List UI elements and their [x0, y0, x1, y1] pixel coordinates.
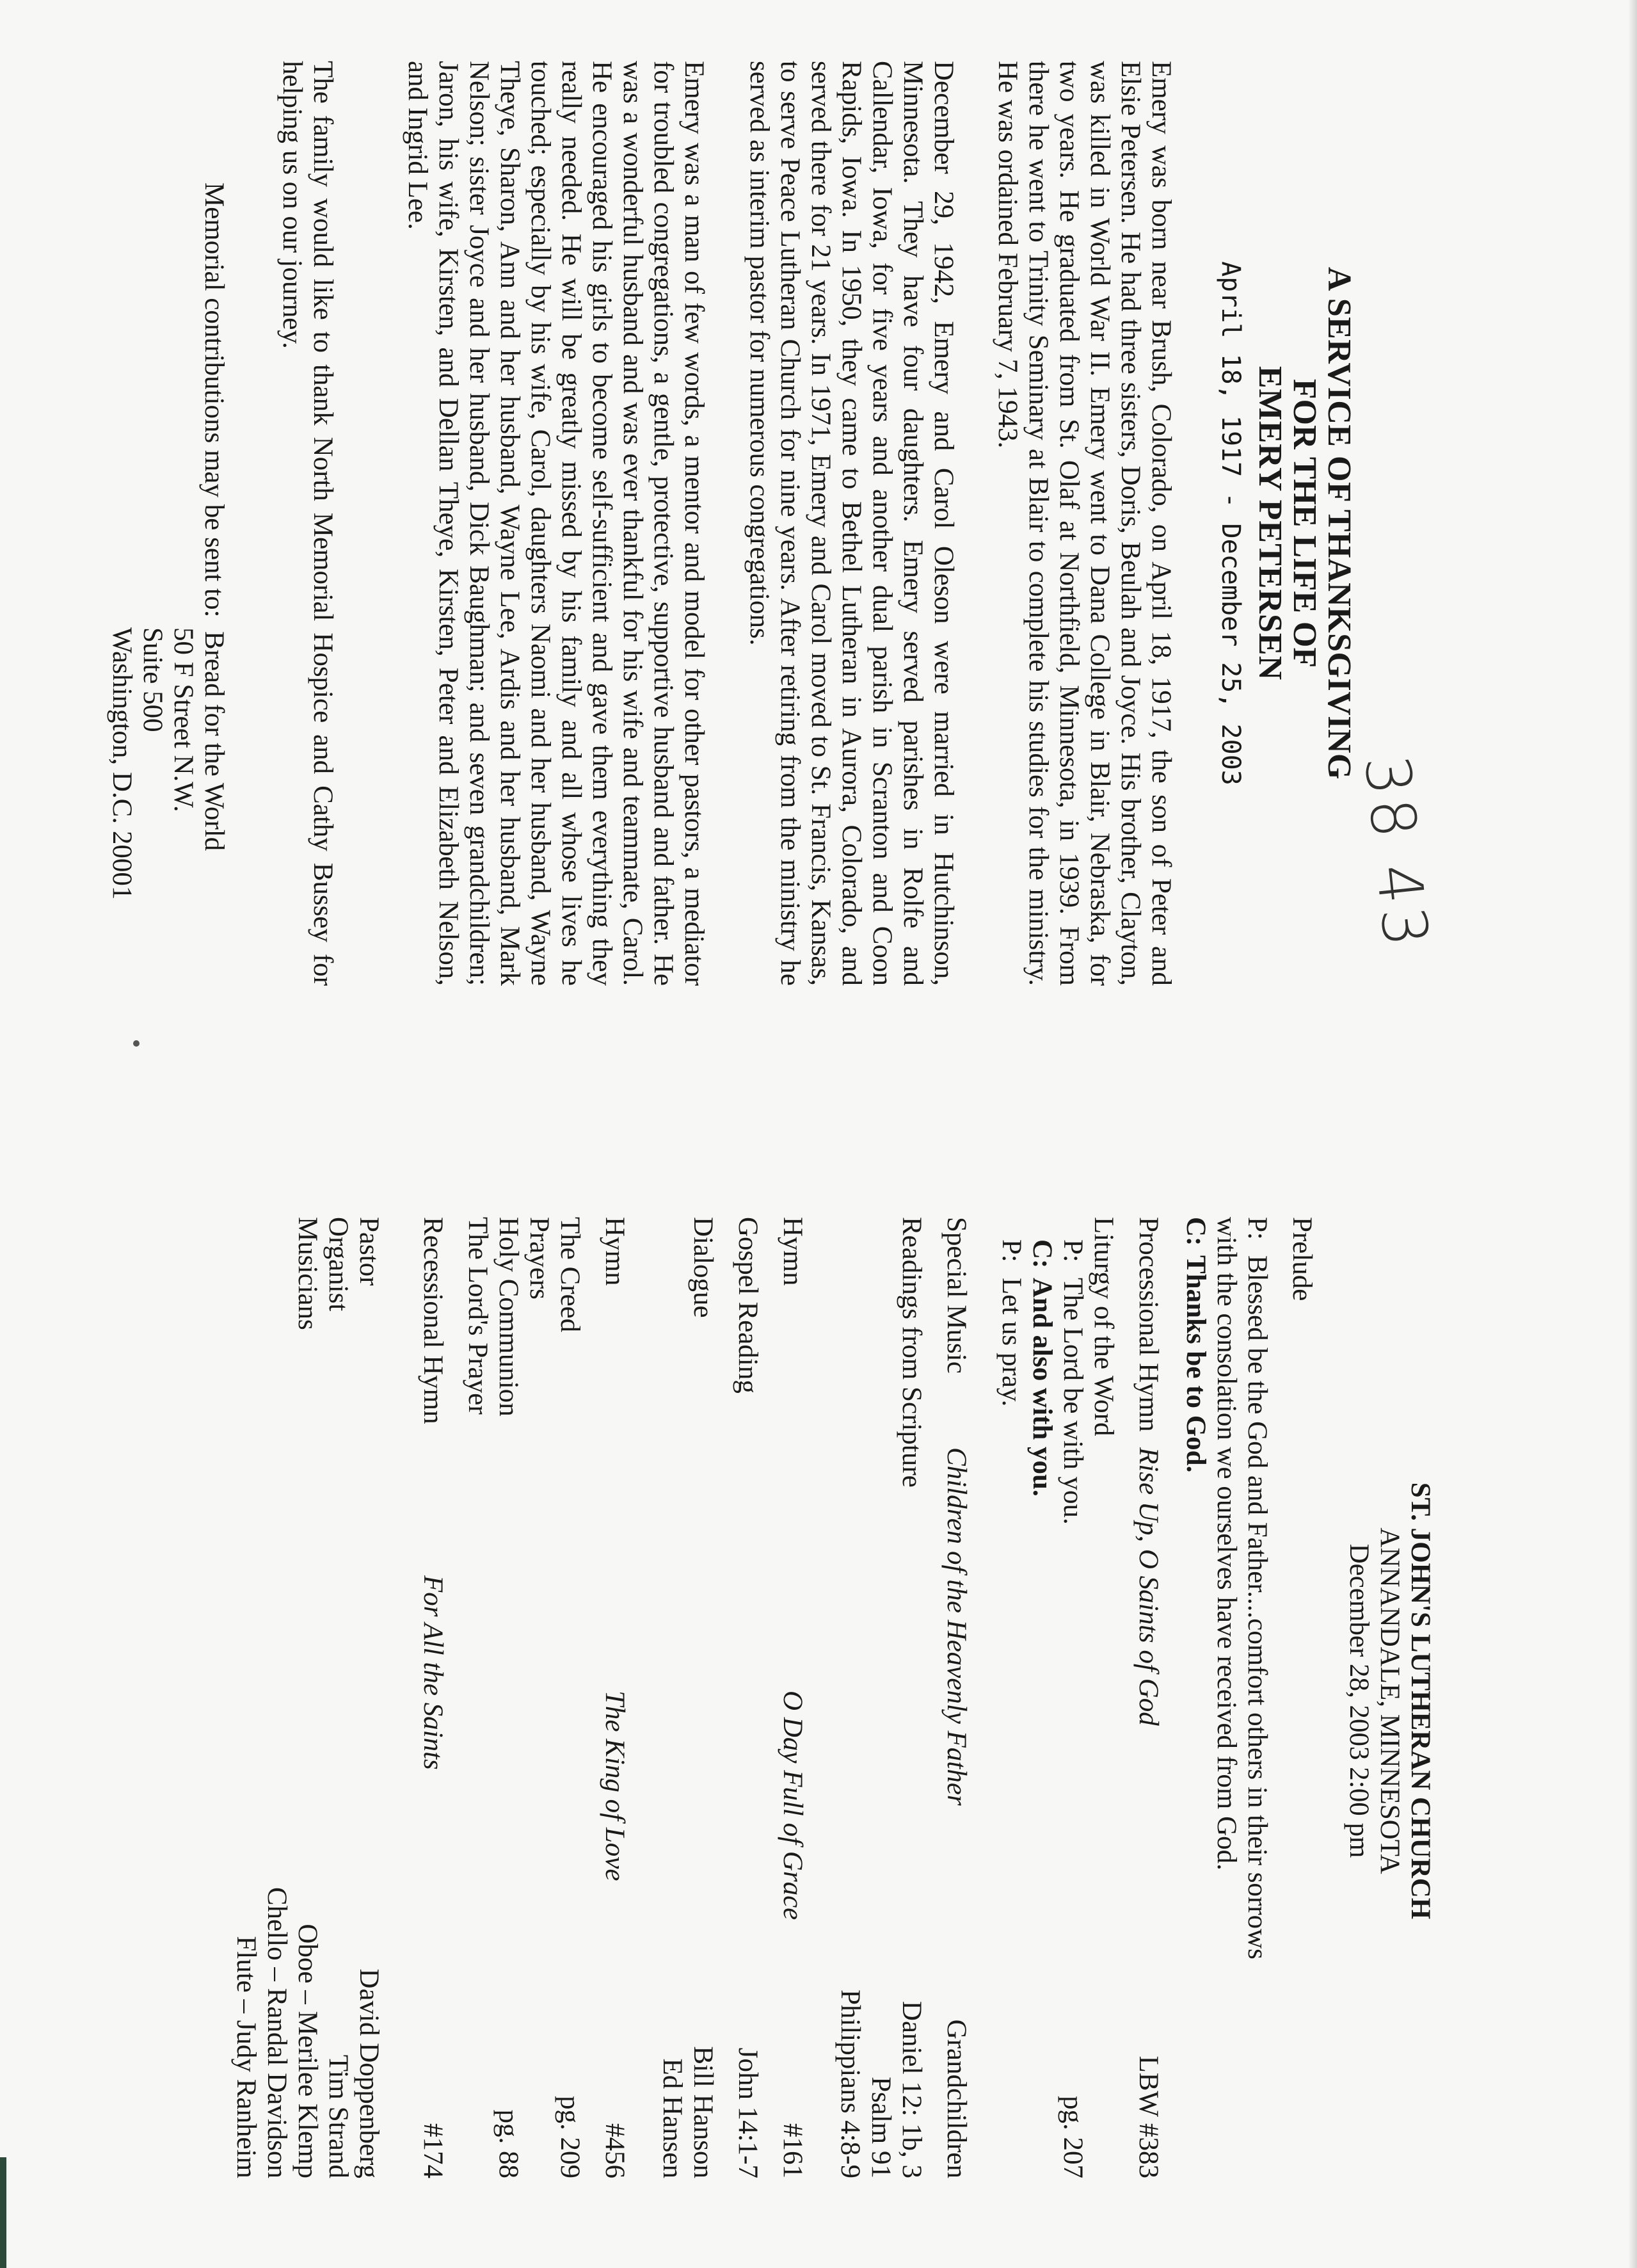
reading-ref-1: Daniel 12: 1b, 3 [897, 2000, 927, 2178]
recessional-ref: #174 [418, 2123, 448, 2178]
gospel-label: Gospel Reading [733, 1217, 763, 1394]
versicle-p-line-1: Blessed be the God and Father....comfort others in their sorrows [1242, 1255, 1272, 1959]
musician-2: Chello – Randal Davidson [262, 1886, 292, 2178]
recessional-label: Recessional Hymn [418, 1217, 448, 1424]
musician-1: Oboe – Merilee Klemp [292, 1924, 323, 2178]
title-line-1: A SERVICE OF THANKSGIVING [1321, 267, 1357, 780]
special-music-title: Children of the Heavenly Father [941, 1447, 971, 1806]
reading-ref-3: Philippians 4:8-9 [835, 1989, 865, 2178]
liturgy-label: Liturgy of the Word [1089, 1217, 1119, 1436]
church-name: ST. JOHN'S LUTHERAN CHURCH [1405, 1482, 1435, 1920]
church-city: ANNANDALE, MINNESOTA [1375, 1527, 1405, 1874]
hymn-2-title: The King of Love [600, 1691, 630, 1881]
memorial-address-3: Suite 500 [138, 627, 168, 732]
lords-prayer-label: The Lord's Prayer [463, 1217, 493, 1415]
gospel-ref: John 14:1-7 [733, 2047, 763, 2178]
versicle-p-line-2: with the consolation we ourselves have received from God. [1211, 1217, 1242, 1870]
communion-label: Holy Communion [493, 1217, 523, 1417]
organist-name: Tim Strand [323, 2054, 353, 2178]
dialogue-ref-2: Ed Hansen [657, 2058, 687, 2178]
title-line-2: FOR THE LIFE OF [1286, 378, 1323, 668]
title-line-3: EMERY PETERSEN [1252, 366, 1288, 681]
liturgy-c: And also with you. [1027, 1278, 1057, 1497]
paragraph-birth: Emery was born near Brush, Colorado, on April 18, 1917, the son of Peter and Elsie Petersen. He had three sisters, Doris, Beulah and Joyce. His brother, Clayton, was killed in World War II. Emery went to Dana College in Blair, Nebraska, for two years. He graduated from St. Olaf at Northfield, Minnesota, in 1939. From there he went to Trinity Seminary at Blair to complete his studies for the ministry. He was ordained February 7, 1943. [993, 61, 1176, 986]
musicians-label: Musicians [292, 1217, 323, 1330]
processional-ref: LBW #383 [1133, 2055, 1163, 2178]
liturgy-p1-label: P: [1058, 1239, 1088, 1262]
reading-ref-2: Psalm 91 [866, 2077, 896, 2178]
service-datetime: December 28, 2003 2:00 pm [1344, 1543, 1374, 1858]
musician-3: Flute – Judy Ranheim [231, 1936, 261, 2178]
hymn-2-label: Hymn [600, 1217, 630, 1286]
paragraph-marriage: December 29, 1942, Emery and Carol Oleson were married in Hutchinson, Minnesota. They have four daughters. Emery served parishes in Rolfe and Callendar, Iowa, for five years and another dual parish in Scranton and Coon Rapids, Iowa. In 1950, they came to Bethel Lutheran in Aurora, Colorado, and served there for 21 years. In 1971, Emery and Carol moved to St. Francis, Kansas, to serve Peace Lutheran Church for nine years. After retiring from the ministry he served as interim pastor for numerous congregations. [744, 61, 959, 986]
memorial-address-1: Bread for the World [199, 631, 229, 851]
prayers-label: Prayers [524, 1217, 554, 1299]
memorial-line [198, 182, 229, 851]
organist-label: Organist [323, 1217, 353, 1312]
pastor-name: David Doppenberg [354, 1968, 384, 2178]
handwritten-note: 38 43 [1350, 752, 1442, 954]
special-music-ref: Grandchildren [941, 2019, 971, 2178]
dialogue-ref-1: Bill Hanson [688, 2046, 718, 2178]
processional-title: Rise Up, O Saints of God [1133, 1447, 1163, 1726]
recessional-title: For All the Saints [418, 1575, 448, 1770]
memorial-label: Memorial contributions may be sent to: [199, 182, 229, 618]
paragraph-thanks: The family would like to thank North Memorial Hospice and Cathy Bussey for helping us on our journey. [277, 61, 338, 986]
versicle-p-label: P: [1242, 1217, 1272, 1240]
pastor-label: Pastor [354, 1217, 384, 1286]
liturgy-p1: The Lord be with you. [1058, 1278, 1088, 1525]
creed-label: The Creed [555, 1217, 585, 1333]
liturgy-ref: pg. 207 [1058, 2096, 1088, 2178]
creed-ref: pg. 209 [555, 2096, 585, 2178]
prelude: Prelude [1287, 1217, 1317, 1301]
memorial-address-2: 50 F Street N.W. [168, 627, 198, 812]
hymn-1-ref: #161 [778, 2123, 808, 2178]
paragraph-character: Emery was a man of few words, a mentor and model for other pastors, a mediator for troubled congregations, a gentle, protective, supportive husband and father. He was a wonderful husband and was ever thankful for his wife and teammate, Carol. He encouraged his girls to become self-sufficient and gave them everything they really needed. He will be greatly missed by his family and all whose lives he touched; especially by his wife, Carol, daughters Naomi and her husband, Wayne Theye, Sharon, Ann and her husband, Wayne Lee, Ardis and her husband, Mark Nelson; sister Joyce and her husband, Dick Baughman; and seven grandchildren; Jaron, his wife, Kirsten, and Dellan Theye, Kirsten, Peter and Elizabeth Nelson, and Ingrid Lee. [403, 61, 709, 986]
hymn-2-ref: #456 [600, 2123, 630, 2178]
life-dates: April 18, 1917 - December 25, 2003 [1216, 261, 1245, 785]
order-of-service-panel [0, 1134, 1637, 2268]
liturgy-p2-label: P: [996, 1239, 1026, 1262]
liturgy-c-label: C: [1027, 1239, 1057, 1269]
versicle-c: Thanks be to God. [1181, 1255, 1211, 1473]
hymn-1-title: O Day Full of Grace [778, 1691, 808, 1920]
hymn-1-label: Hymn [778, 1217, 808, 1286]
liturgy-p2: Let us pray. [996, 1278, 1026, 1407]
versicle-c-label: C: [1181, 1217, 1211, 1246]
processional-label: Processional Hymn [1133, 1217, 1163, 1432]
communion-ref: pg. 88 [493, 2109, 523, 2178]
memorial-address-4: Washington, D.C. 20001 [107, 627, 137, 900]
dialogue-label: Dialogue [688, 1217, 718, 1318]
special-music-label: Special Music [941, 1217, 971, 1374]
readings-label: Readings from Scripture [897, 1217, 927, 1488]
